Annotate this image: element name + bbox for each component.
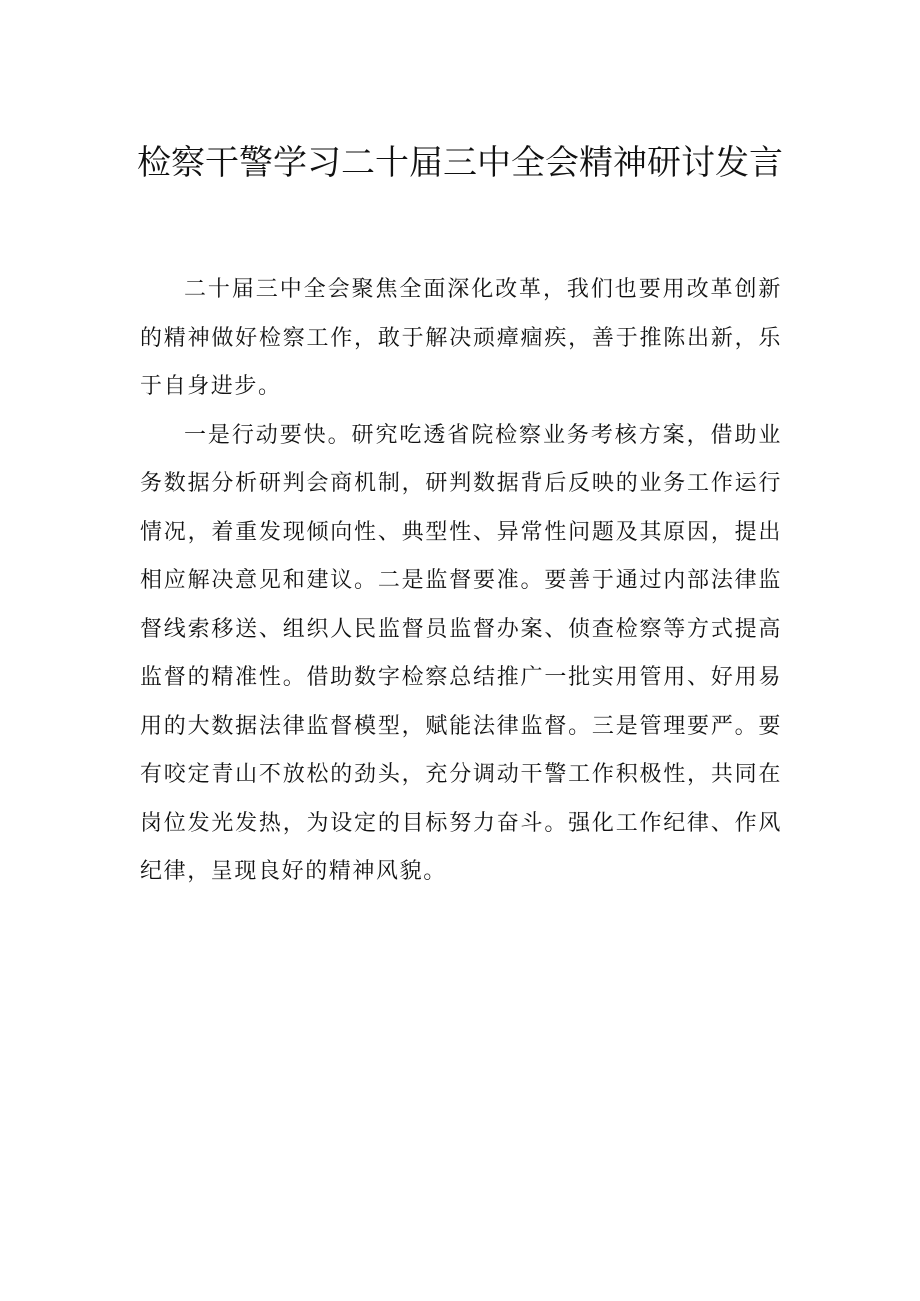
document-title: 检察干警学习二十届三中全会精神研讨发言 <box>137 143 783 183</box>
paragraph-measures: 一是行动要快。研究吃透省院检察业务考核方案，借助业务数据分析研判会商机制，研判数据背后反映的业务工作运行情况，着重发现倾向性、典型性、异常性问题及其原因，提出相应解决意见和建议。二是监督要准。要善于通过内部法律监督线索移送、组织人民监督员监督办案、侦查检察等方式提高监督的精准性。借助数字检察总结推广一批实用管用、好用易用的大数据法律监督模型，赋能法律监督。三是管理要严。要有咬定青山不放松的劲头，充分调动干警工作积极性，共同在岗位发光发热，为设定的目标努力奋斗。强化工作纪律、作风纪律，呈现良好的精神风貌。 <box>140 422 782 884</box>
paragraph-intro: 二十届三中全会聚焦全面深化改革，我们也要用改革创新的精神做好检察工作，敢于解决顽瘴痼疾，善于推陈出新，乐于自身进步。 <box>140 277 782 399</box>
document-body <box>140 266 782 897</box>
